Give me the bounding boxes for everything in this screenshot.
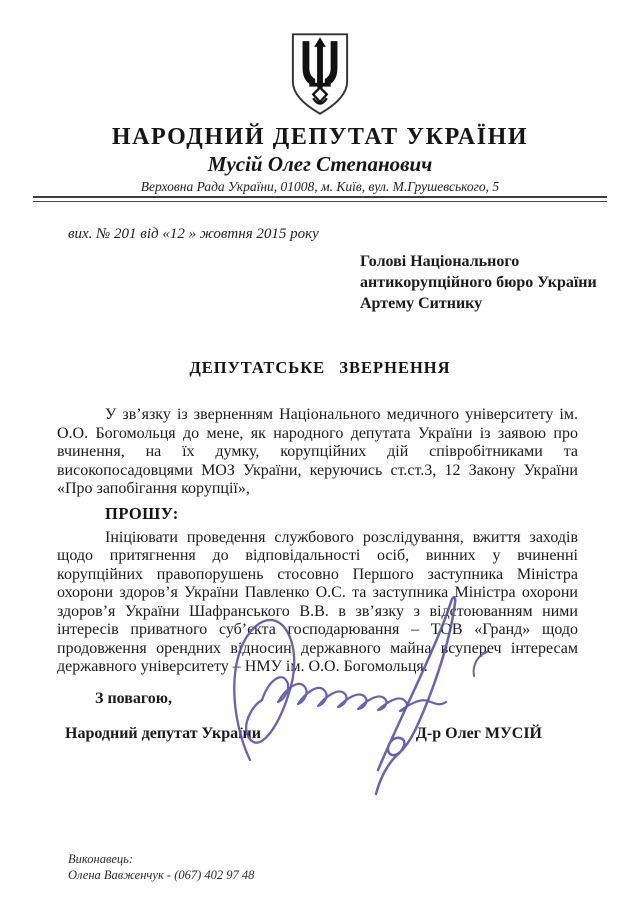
addressee-line: Артему Ситнику — [360, 295, 483, 312]
signature-row — [65, 725, 542, 743]
letterhead-title: НАРОДНИЙ ДЕПУТАТ УКРАЇНИ — [111, 124, 529, 150]
signer-title: Народний депутат України — [65, 724, 261, 742]
body-paragraph-1: У зв’язку із зверненням Національного медичного університету ім. О.О. Богомольця до мене, як народного депутата України із заявою про вчинення, на їх думку, корупційних дій співробітниками та високопосадовцями МОЗ України, керуючись ст.ст.3, 12 Закону України «Про запобігання корупції», — [57, 406, 578, 497]
closing-salutation: З повагою, — [95, 689, 172, 707]
body-paragraph-2: Ініціювати проведення службового розслідування, вжиття заходів щодо притягнення до відповідальності осіб, винних у вчиненні корупційних правопорушень стосовно Першого заступника Міністра охорони здоров’я України Павленко О.С. та заступника Міністра охорони здоров’я України Шафранського В.В. в зв’язку з відстоюванням ними інтересів приватного суб’єкта господарювання – ТОВ «Гранд» щодо продовження орендних відносин державного майна всупереч інтересам державного університету – НМУ ім. О.О. Богомольця. — [57, 528, 578, 675]
letterhead-divider — [33, 196, 607, 202]
signer-name: Д-р Олег МУСІЙ — [415, 724, 542, 742]
addressee-block — [360, 251, 600, 314]
letterhead-address: Верховна Рада України, 01008, м. Київ, вул. М.Грушевського, 5 — [140, 179, 500, 194]
document-title: ДЕПУТАТСЬКЕ ЗВЕРНЕННЯ — [189, 358, 451, 377]
executor-contact: Олена Вавженчук - (067) 402 97 48 — [68, 868, 255, 882]
request-label: ПРОШУ: — [105, 503, 179, 523]
addressee-line: антикорупційного бюро України — [360, 274, 597, 291]
executor-block — [68, 851, 254, 883]
letterhead-deputy-name: Мусій Олег Степанович — [207, 152, 433, 176]
ukraine-trident-emblem-icon — [289, 30, 351, 118]
outgoing-reference-line: вих. № 201 від «12 » жовтня 2015 року — [68, 226, 319, 242]
executor-label: Виконавець: — [68, 852, 134, 866]
addressee-line: Голові Національного — [360, 253, 520, 270]
